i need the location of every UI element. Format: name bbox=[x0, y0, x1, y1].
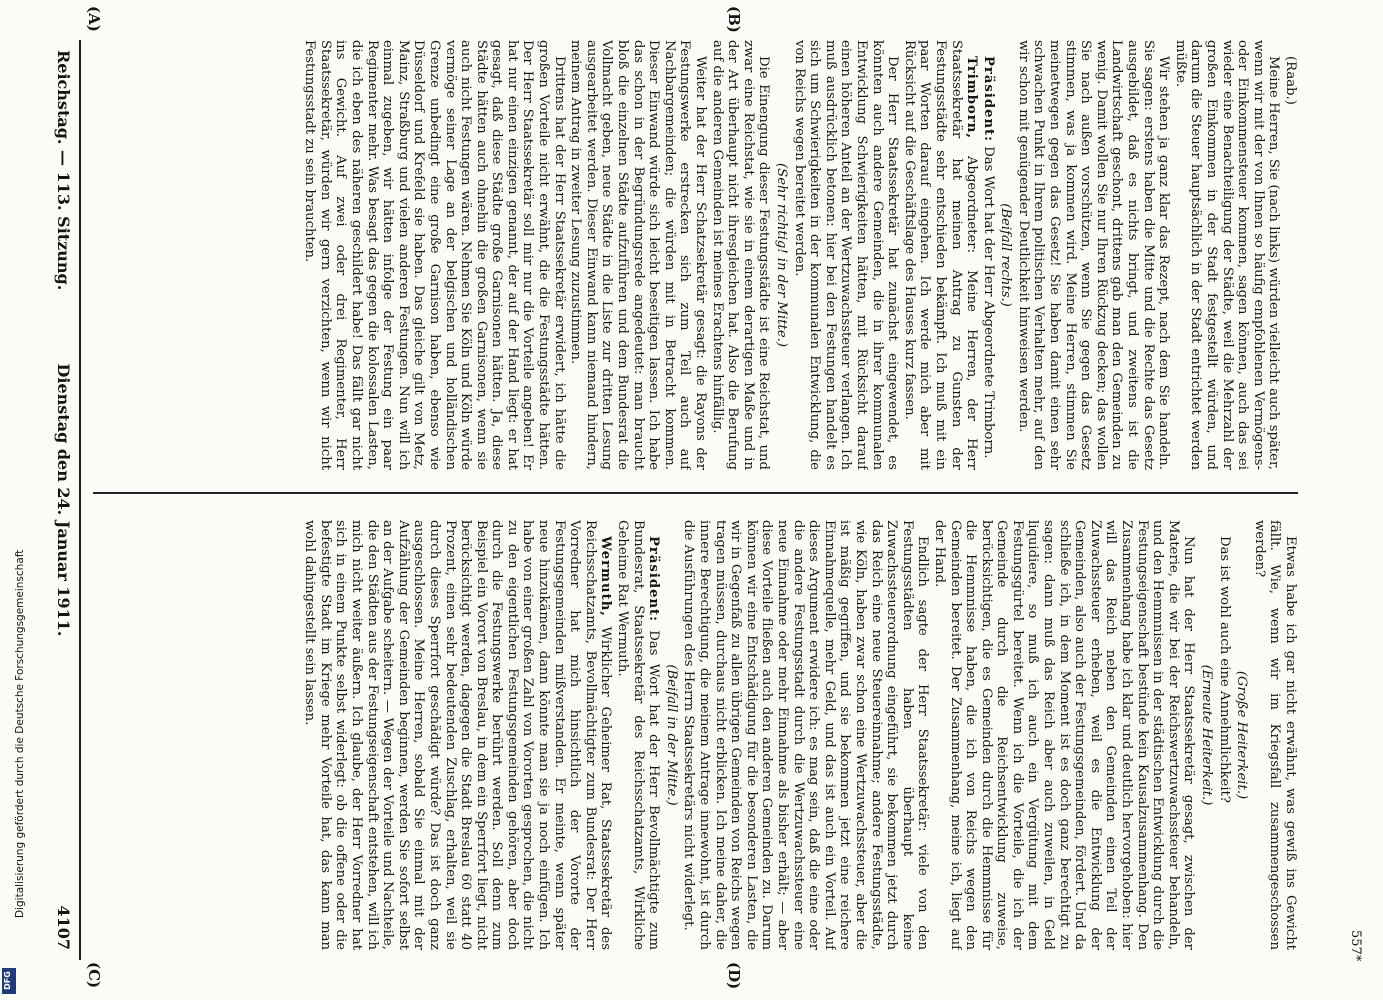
paragraph bbox=[1282, 40, 1298, 470]
paragraph-text: (Beifall in der Mitte.) bbox=[663, 664, 679, 806]
paragraph-text: Meine Herren, Sie (nach links) würden vielleicht auch später, wenn wir mit der von Ihnen so häufig empfohlenen Vermögens- oder Einkommensteuer kommen, sagen können, auch das sei wieder eine Benachteiligung der Städte, weil die Mehrzahl der großen Einkommen in der Stadt festgestellt würden, und darum die Steuer hauptsächlich in der Stadt entrichtet werden müßte. bbox=[1172, 40, 1282, 470]
text-column-left bbox=[88, 40, 1298, 470]
paragraph bbox=[709, 40, 771, 470]
speaker-name: Präsident: bbox=[980, 56, 996, 143]
header-date: Dienstag den 24. Januar 1911. bbox=[54, 363, 73, 637]
paragraph bbox=[302, 520, 614, 950]
paragraph-text: Das Wort hat der Herr Abgeordnete Trimborn. bbox=[980, 146, 996, 459]
paragraph-text: Drittens hat der Herr Staatssekretär erwidert, ich hätte die großen Vorteile nicht erwähnt, die die Festungsstädte hätten. Der Herr Staatssekretär soll mir nur die Vorteile angeben! Er hat nur einen einzigen genannt, der auf der Hand liegt: er hat gesagt, daß diese Städte große Garnisonen hätten. Ja, diese Städte hätten auch ohnehin die großen Garnisonen, wenn sie auch nicht Festungen wären. Nehmen Sie Köln und Köln würde vermöge seiner Lage an der belgischen und holländischen Grenze unbedingt eine große Garnison haben, ebenso wie Düsseldorf und Krefeld sie haben. Das gleiche gilt von Metz, Mainz, Straßburg und vielen anderen Festungen. Nun will ich einmal zugeben, wir hätten infolge der Festung ein paar Regimenter mehr. Was besagt das gegen die kolossalen Lasten, die ich eben des näheren geschildert habe! Das fällt gar nicht ins Gewicht. Auf zwei oder drei Regimenter, Herr Staatssekretär, würden wir gern verzichten, wenn wir nicht Festungsstadt zu sein brauchten. bbox=[302, 40, 567, 470]
paragraph-text: Nun hat der Herr Staatssekretär gesagt, zwischen der Materie, die wir bei der Reichswertzuwachssteuer behandeln, und den Hemmnissen in der städtischen Entwicklung durch die Festungseigenschaft bestünde kein Kausalzusammenhang. Den Zusammenhang habe ich klar und deutlich hervorgehoben: hier will das Reich neben den Gemeinden einen Teil der Zuwachssteuer erheben, weil es die Entwicklung der Gemeinden, also auch der Festungsgemeinden, fördert. Und da schließe ich, in dem Moment ist es doch ganz berechtigt zu sagen: dann muß das Reich aber auch zuweilen, in Geld liquidiere, so muß ich auch ein Vergütung mit dem Festungsgürtel bereitet. Wenn ich die Vorteile, die ich der Gemeinde durch die Reichsentwicklung zuweise, berücksichtigen, die es Gemeinden durch die Hemmnisse für die Hemmnisse haben, die ich von Reichs wegen den Gemeinden bereitet. Der Zusammenhang, meine ich, liegt auf der Hand. bbox=[931, 520, 1197, 950]
interjection bbox=[663, 520, 679, 950]
interjection bbox=[773, 40, 789, 470]
margin-mark-c: (C) bbox=[85, 962, 103, 989]
paragraph bbox=[931, 520, 1196, 950]
paragraph bbox=[1251, 520, 1298, 950]
paragraph-text: Das ist wohl auch eine Annehmlichkeit? bbox=[1216, 536, 1232, 803]
bottom-page-number: 557* bbox=[1348, 930, 1363, 962]
paragraph-text: (Erneute Heiterkeit.) bbox=[1199, 664, 1215, 806]
header-rule bbox=[79, 40, 81, 960]
paragraph bbox=[901, 40, 979, 470]
margin-mark-d: (D) bbox=[725, 962, 743, 990]
paragraph-text: Weiter hat der Herr Schatzsekretär gesagt: die Rayons der Festungswerke erstrecken sich zum Teil auch auf Nachbargemeinden; die würden mit in Betracht kommen. Dieser Einwand würde sich leicht beseitigen lassen. Ich habe das schon in der Begründungsrede angedeutet: man braucht bloß die einzelnen Städte aufzuführen und dem Bundesrat die Vollmacht geben, neue Städte in die Liste zur dritten Lesung ausgearbeitet werden. Dieser Einwand kann niemand hindern, meinem Antrag in zweiter Lesung zuzustimmen. bbox=[568, 40, 709, 470]
paragraph bbox=[568, 40, 708, 470]
speaker-name: Präsident: bbox=[646, 536, 662, 623]
interjection bbox=[1198, 520, 1214, 950]
column-divider bbox=[93, 492, 1298, 494]
paragraph-text: (Raab.) bbox=[1283, 56, 1298, 105]
paragraph bbox=[302, 40, 567, 470]
header-page-number: 4107 bbox=[54, 905, 73, 950]
paragraph-text: Wirklicher Geheimer Rat, Staatssekretär des Reichsschatzamts, Bevollmächtigter zum Bundesrat: Der Herr Vorredner hat mich hinsichtlich der Vororte der Festungsgemeinden mißverstanden. Er meinte, wenn später neue hinzukämen, dann könnte man sie ja noch einfügen. Ich habe von einer großen Zahl von Vororten gesprochen, die nicht zu den eigentlichen Festungsgemeinden gehören, aber doch durch die Festungswerke berührt werden. Soll denn zum Beispiel ein Vorort von Breslau, in dem ein Sperrfort liegt, nicht berücksichtigt werden, dagegen die Stadt Breslau 60 statt 40 Prozent, einen sehr bedeutenden Zuschlag, erhalten, weil sie durch dieses Sperrfort geschädigt würde? Das ist doch ganz ausgeschlossen. Meine Herren, sobald Sie einmal mit der Aufzählung der Gemeinden beginnen, werden Sie sofort selbst an der Aufgabe scheitern. — Wegen der Vorteile und Nachteile, die den Städten aus der Festungseigenschaft entstehen, will ich mich nicht weiter äußern. Ich glaube, der Herr Vorredner hat sich in einem Punkte selbst widerlegt: ob die offene oder die befestigte Stadt im Kriege mehr Vorteile hat, das kann man wohl dahingestellt sein lassen. bbox=[302, 520, 614, 950]
funding-attribution: Digitalisierung gefördert durch die Deutsche Forschungsgemeinschaft bbox=[14, 549, 26, 918]
paragraph-text: (Große Heiterkeit.) bbox=[1234, 670, 1250, 800]
paragraph-text: Der Herr Staatssekretär hat zunächst eingewendet, es könnten auch andere Gemeinden, die in ihrer kommunalen Entwicklung Schwierigkeiten hätten, mit Rücksicht darauf einen höheren Anteil an der Wertzuwachssteuer verlangen. Ich muß ausdrücklich betonen: hier bei den Festungen handelt es sich um Schwierigkeiten in der kommunalen Entwicklung, die von Reichs wegen bereitet werden. bbox=[791, 40, 901, 470]
paragraph-text: Etwas habe ich gar nicht erwähnt, was gewiß ins Gewicht fällt. Wie, wenn wir im Kriegsfall zusammengeschossen werden? bbox=[1251, 520, 1298, 950]
text-column-right bbox=[88, 520, 1298, 950]
paragraph-text: Das Wort hat der Herr Bevollmächtigte zum Bundesrat, Staatssekretär des Reichsschatzamts, Wirkliche Geheime Rat Wermuth. bbox=[615, 520, 662, 950]
paragraph-text: (Sehr richtig! in der Mitte.) bbox=[774, 163, 789, 347]
interjection bbox=[1234, 520, 1250, 950]
interjection bbox=[998, 40, 1014, 470]
paragraph bbox=[980, 40, 996, 470]
digitization-credit bbox=[12, 18, 32, 988]
margin-mark-a: (A) bbox=[85, 6, 103, 32]
paragraph-text: Die Einengung dieser Festungsstädte ist eine Reichstat, und zwar eine Reichstat, wie sie in einem derartigen Maße und in der Art überhaupt nicht ihresgleichen hat. Also die Berufung auf die anderen Gemeinden ist meines Erachtens hinfällig. bbox=[709, 40, 772, 470]
paragraph-text: Abgeordneter: Meine Herren, der Herr Staatssekretär hat meinen Antrag zu Gunsten der Festungsstädte sehr entschieden bekämpft. Ich muß mit ein paar Worten darauf eingehen. Ich werde mich aber mit Rücksicht auf die Geschäftslage des Hauses kurz fassen. bbox=[901, 40, 980, 470]
page-header bbox=[45, 50, 73, 950]
paragraph bbox=[791, 40, 900, 470]
dfg-logo bbox=[2, 968, 16, 994]
dfg-logo-text: DFG bbox=[2, 971, 12, 990]
paragraph bbox=[681, 520, 931, 950]
paragraph bbox=[1015, 40, 1171, 470]
margin-mark-b: (B) bbox=[725, 6, 743, 33]
speaker-name: Wermuth, bbox=[598, 536, 614, 617]
paragraph bbox=[614, 520, 661, 950]
paragraph bbox=[1172, 40, 1281, 470]
paragraph-text: Endlich sagte der Herr Staatssekretär: viele von den Festungsstädten haben überhaupt keine Zuwachssteuerordnung eingeführt, sie bekommen jetzt durch das Reich eine neue Steuereinnahme; andere Festungsstädte, wie Köln, haben zwar schon eine Wertzuwachssteuer, aber die ist mäßig gegriffen, und sie bekommen jetzt eine reichere Einnahmequelle, mehr Geld, und das ist auch ein Vorteil. Auf dieses Argument erwidere ich: es mag sein, daß die eine oder die andere Festungsstadt durch die Wertzuwachssteuer eine neue Einnahme oder mehr Einnahme als bisher erhält; — aber diese Vorteile fließen auch den anderen Gemeinden zu. Darum können wir eine Entschädigung für die besonderen Lasten, die wir in Gegenfaß zu allen übrigen Gemeinden von Reichs wegen tragen müssen, durchaus nicht erblicken. Ich meine daher, die innere Berechtigung, die meinem Antrage innewohnt, ist durch die Ausführungen des Herrn Staatssekretärs nicht widerlegt. bbox=[681, 520, 931, 950]
speaker-name: Trimborn, bbox=[964, 56, 980, 139]
header-left: Reichstag. — 113. Sitzung. bbox=[54, 50, 73, 291]
paragraph bbox=[1216, 520, 1232, 950]
paragraph-text: Wir stehen ja ganz klar das Rezept, nach dem Sie handeln. Sie sagen: erstens haben die Mitte und die Rechte das Gesetz ausgebildet, daß es nichts bringt, und zweitens ist die Landwirtschaft geschont, drittens gab man den Gemeinden zu wenig. Damit wollen Sie nur Ihren Rückzug decken; das wollen Sie nach außen vorschützen, wenn Sie gegen das Gesetz stimmen, was ja kommen wird. Meine Herren, stimmen Sie meinetwegen gegen das Gesetz! Sie haben damit einen sehr schwachen Punkt in Ihrem politischen Verhalten mehr, auf den wir schon mit genügender Deutlichkeit hinweisen werden. bbox=[1015, 40, 1172, 470]
paragraph-text: (Beifall rechts.) bbox=[998, 203, 1014, 307]
